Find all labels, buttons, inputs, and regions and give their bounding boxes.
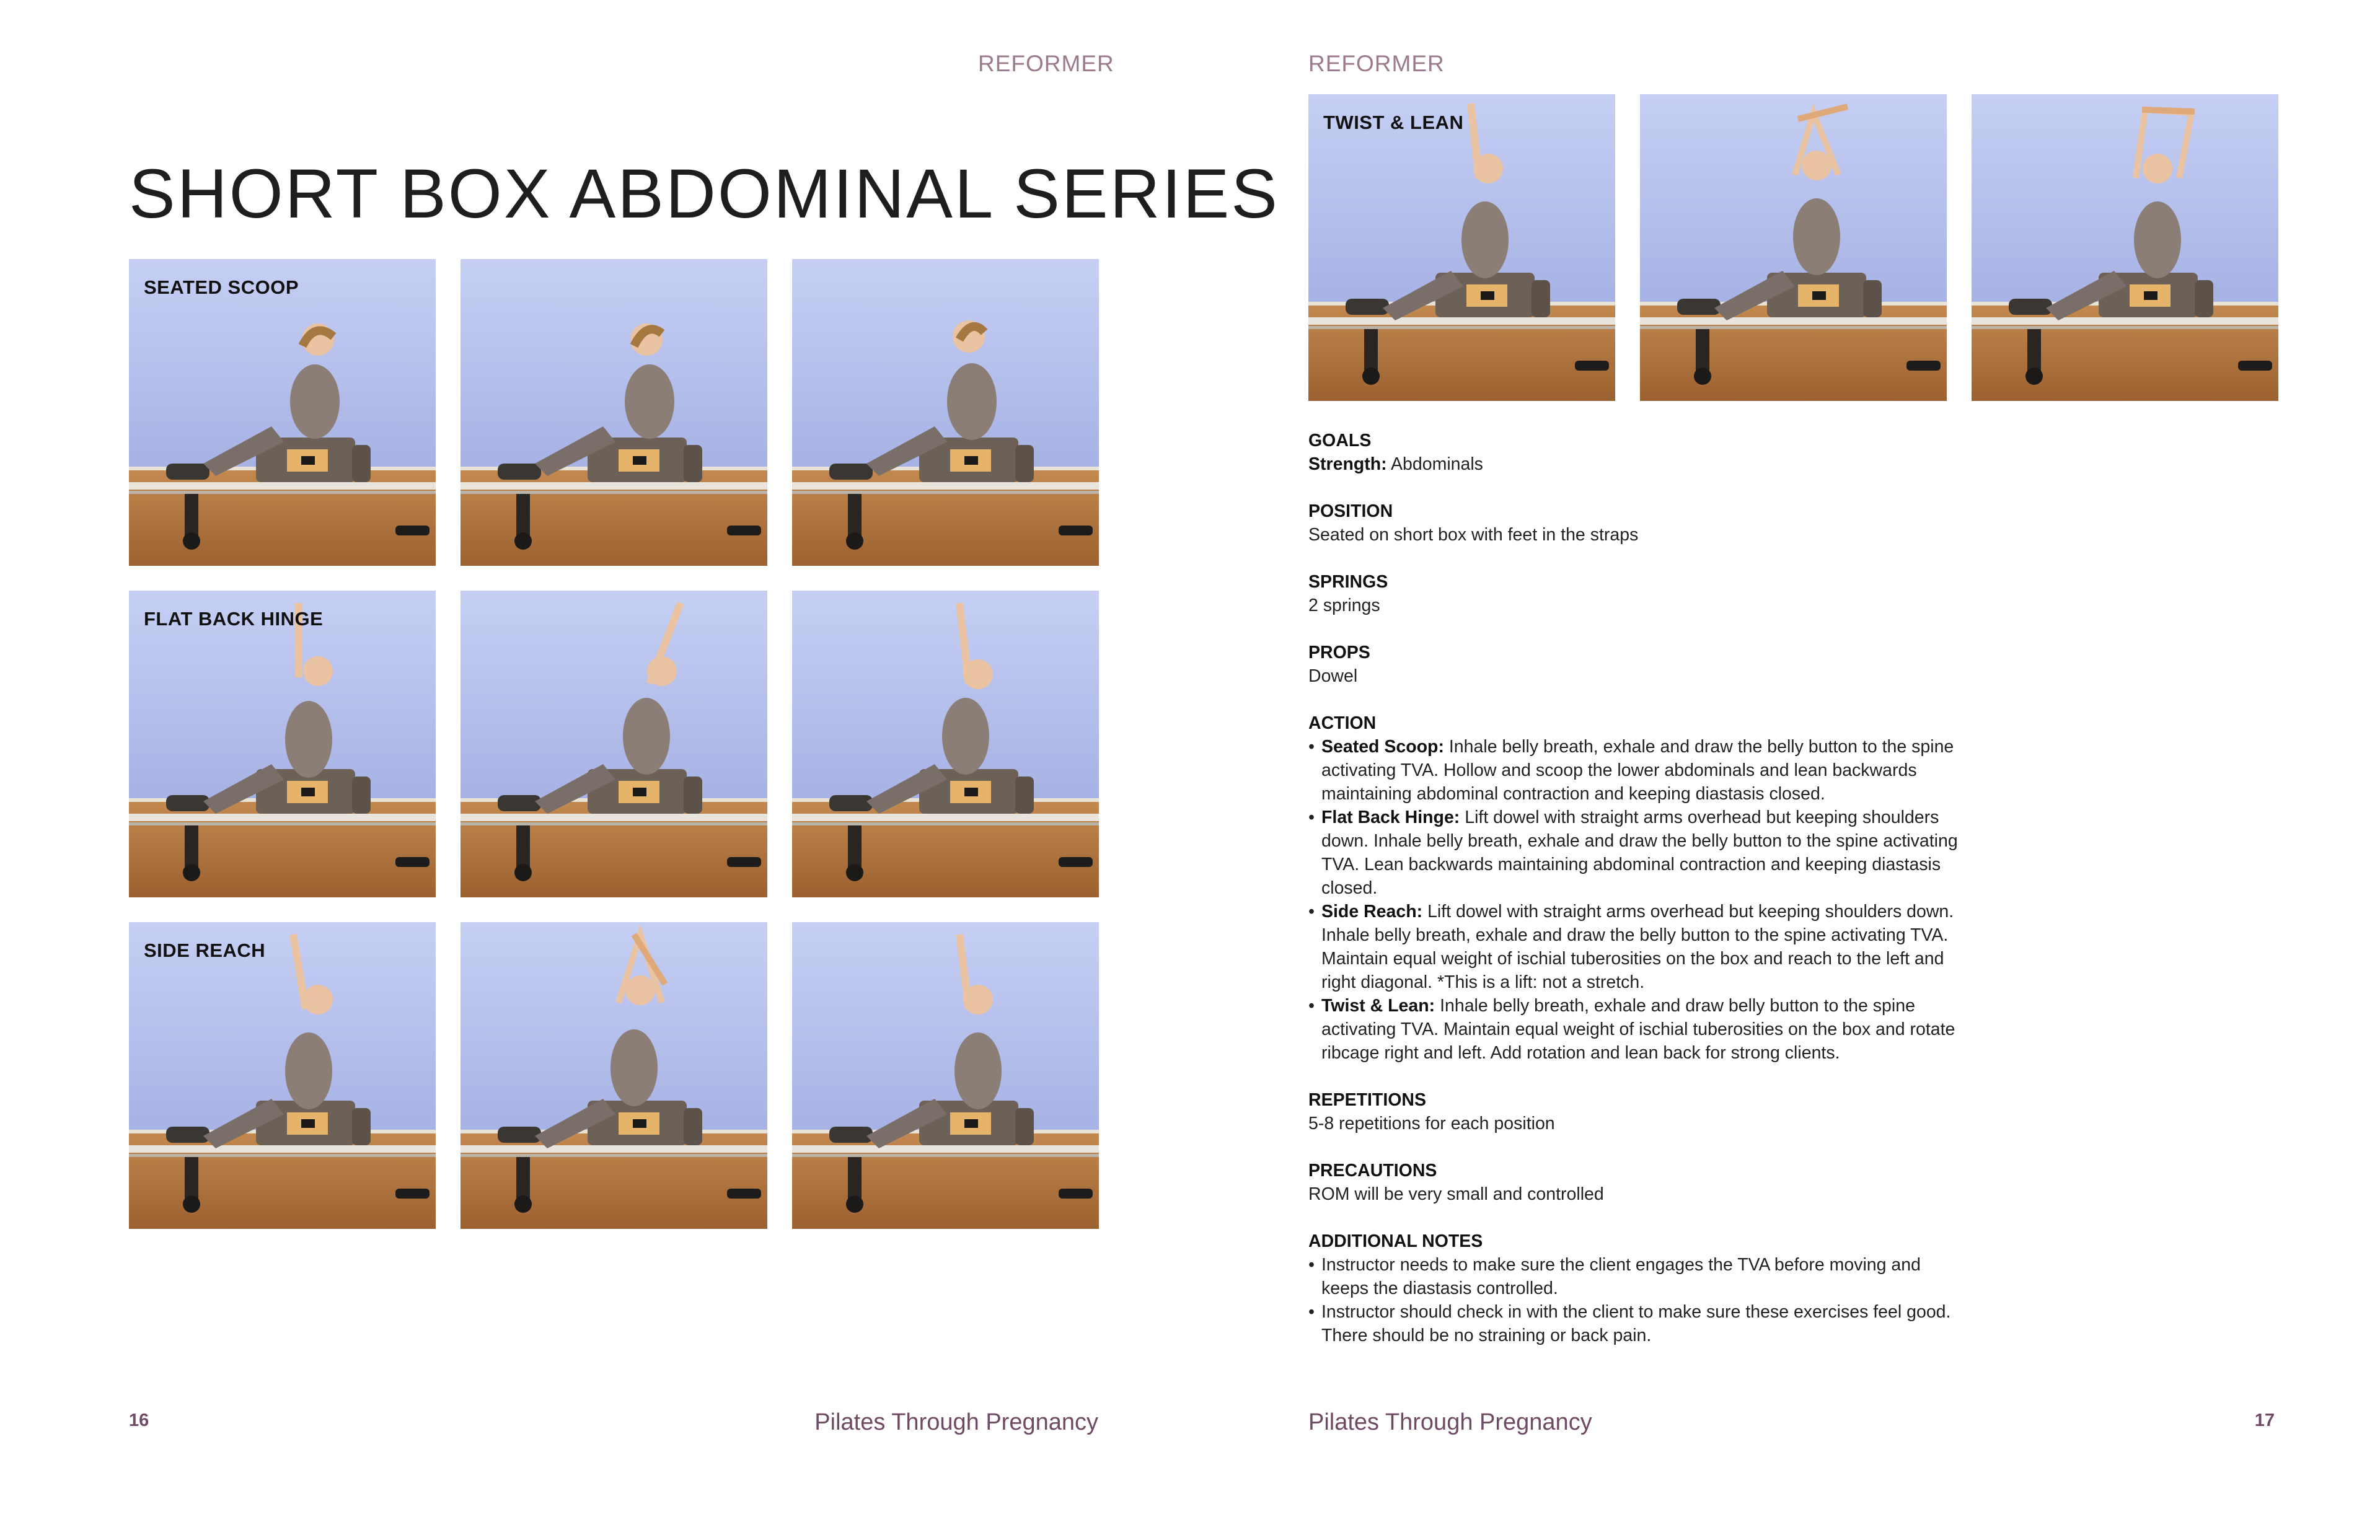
repetitions-heading: REPETITIONS xyxy=(1308,1090,1427,1110)
exercise-photo xyxy=(792,922,1099,1229)
precautions-section xyxy=(1308,1159,1959,1206)
position-text: Seated on short box with feet in the straps xyxy=(1308,525,1639,545)
action-item: • Flat Back Hinge: Lift dowel with straight arms overhead but keeping shoulders down. Inhale belly breath, exhale and draw the belly button to the spine activating TVA. Lean backwards maintaining abdominal contraction and keeping diastasis closed. xyxy=(1308,806,1959,900)
props-section xyxy=(1308,641,1959,688)
springs-heading: SPRINGS xyxy=(1308,572,1388,592)
exercise-photo xyxy=(792,591,1099,897)
goals-section xyxy=(1308,429,1959,476)
exercise-photo xyxy=(129,259,436,566)
action-heading: ACTION xyxy=(1308,713,1377,733)
row-label-flat-back-hinge: FLAT BACK HINGE xyxy=(144,608,324,630)
goals-label: Strength: xyxy=(1308,454,1387,474)
springs-text: 2 springs xyxy=(1308,596,1380,615)
exercise-photo xyxy=(461,259,767,566)
page-number-left: 16 xyxy=(129,1410,149,1430)
action-item: • Seated Scoop: Inhale belly breath, exhale and draw the belly button to the spine activating TVA. Hollow and scoop the lower abdominals and lean backwards maintaining abdominal contraction and keeping diastasis closed. xyxy=(1308,735,1959,806)
exercise-photo xyxy=(461,591,767,897)
action-item: • Twist & Lean: Inhale belly breath, exhale and draw belly button to the spine activating TVA. Maintain equal weight of ischial tuberosities on the box and rotate ribcage right and left. Add rotation and lean back for strong clients. xyxy=(1308,994,1959,1065)
precautions-heading: PRECAUTIONS xyxy=(1308,1161,1437,1181)
position-section xyxy=(1308,499,1959,547)
goals-text: Abdominals xyxy=(1391,454,1483,474)
action-section xyxy=(1308,711,1959,1065)
props-heading: PROPS xyxy=(1308,643,1370,662)
section-label-right: REFORMER xyxy=(1308,51,1445,76)
footer-title-left: Pilates Through Pregnancy xyxy=(814,1409,1098,1435)
exercise-photo xyxy=(792,259,1099,566)
row-label-seated-scoop: SEATED SCOOP xyxy=(144,276,299,298)
position-heading: POSITION xyxy=(1308,501,1393,521)
exercise-photo xyxy=(461,922,767,1229)
props-text: Dowel xyxy=(1308,666,1358,686)
section-label-left: REFORMER xyxy=(978,51,1114,76)
goals-heading: GOALS xyxy=(1308,431,1372,451)
footer-title-right: Pilates Through Pregnancy xyxy=(1308,1409,1592,1435)
note-item: • Instructor needs to make sure the client engages the TVA before moving and keeps the diastasis controlled. xyxy=(1308,1253,1959,1300)
action-item: • Side Reach: Lift dowel with straight arms overhead but keeping shoulders down. Inhale belly breath, exhale and draw the belly button to the spine activating TVA. Maintain equal weight of ischial tuberosities on the box and reach to the left and right diagonal. *This is a lift: not a stretch. xyxy=(1308,900,1959,994)
exercise-photo xyxy=(1640,94,1947,401)
additional-notes-heading: ADDITIONAL NOTES xyxy=(1308,1231,1483,1251)
springs-section xyxy=(1308,570,1959,617)
repetitions-section xyxy=(1308,1088,1959,1135)
exercise-photo xyxy=(129,591,436,897)
additional-notes-section xyxy=(1308,1230,1959,1347)
exercise-photo xyxy=(129,922,436,1229)
page-title: SHORT BOX ABDOMINAL SERIES xyxy=(129,155,1279,232)
row-label-twist-lean: TWIST & LEAN xyxy=(1323,112,1464,133)
repetitions-text: 5-8 repetitions for each position xyxy=(1308,1114,1555,1133)
page-number-right: 17 xyxy=(2254,1410,2275,1430)
exercise-photo xyxy=(1308,94,1615,401)
note-item: • Instructor should check in with the client to make sure these exercises feel good. There should be no straining or back pain. xyxy=(1308,1300,1959,1347)
exercise-details xyxy=(1308,429,1959,1371)
row-label-side-reach: SIDE REACH xyxy=(144,939,266,961)
exercise-photo xyxy=(1972,94,2278,401)
precautions-text: ROM will be very small and controlled xyxy=(1308,1184,1604,1204)
